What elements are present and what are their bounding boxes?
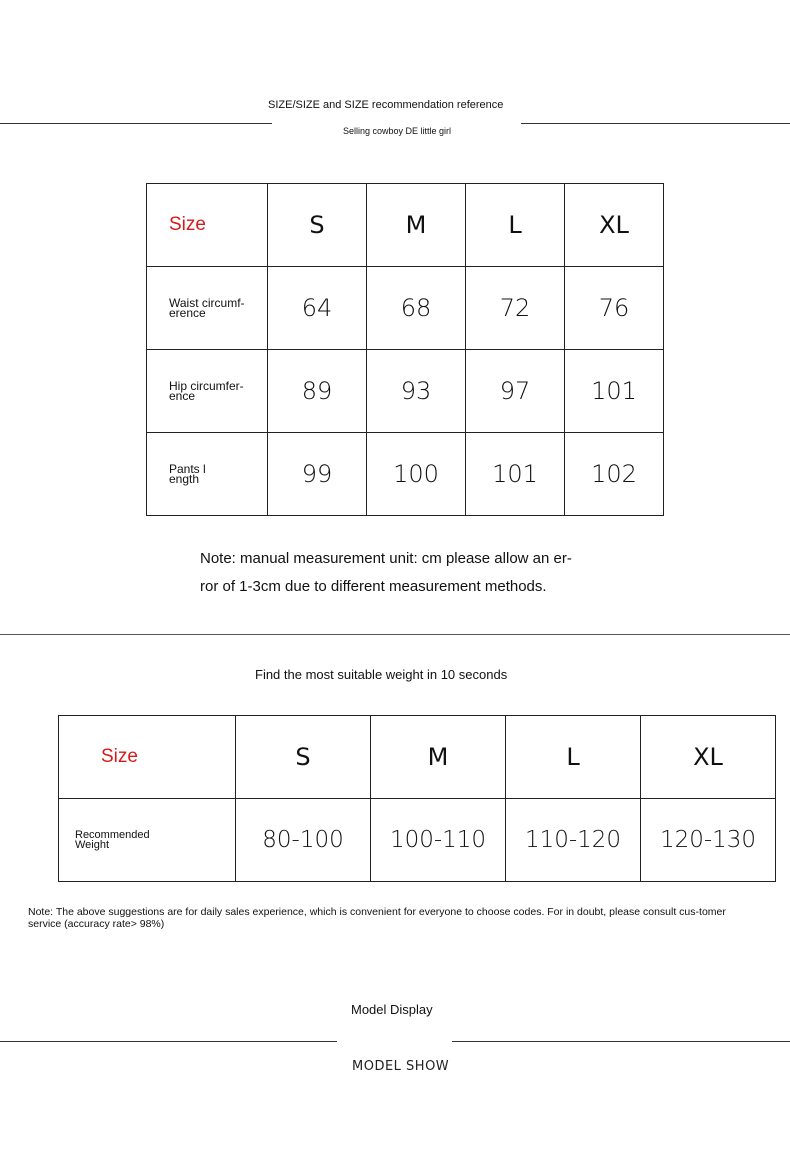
size-header-cell	[59, 716, 236, 799]
table-cell: 102	[565, 433, 664, 516]
header-rule-left	[0, 123, 272, 124]
table-cell: 97	[466, 350, 565, 433]
table-row	[147, 267, 664, 350]
table-header-row	[147, 184, 664, 267]
row-label-cell	[147, 350, 268, 433]
size-col-l: L	[466, 184, 565, 267]
model-rule-right	[452, 1041, 790, 1042]
row-label-waist: Waist circumf-erence	[169, 296, 245, 320]
table-cell: 100	[367, 433, 466, 516]
size-col-s: S	[236, 716, 371, 799]
table-cell: 80-100	[236, 799, 371, 882]
table-row	[59, 799, 776, 882]
section-divider	[0, 634, 790, 635]
size-header-label: Size	[169, 214, 206, 235]
size-header-label: Size	[101, 746, 138, 767]
table-row	[147, 350, 664, 433]
model-rule-left	[0, 1041, 337, 1042]
model-section-subtitle: MODEL SHOW	[352, 1059, 450, 1074]
page-subtitle: Selling cowboy DE little girl	[343, 126, 452, 136]
header-rule-right	[521, 123, 790, 124]
table-cell: 120-130	[641, 799, 776, 882]
size-col-xl: XL	[565, 184, 664, 267]
table-cell: 110-120	[506, 799, 641, 882]
size-col-xl: XL	[641, 716, 776, 799]
size-measurement-table	[146, 183, 664, 516]
weight-table	[58, 715, 776, 882]
size-col-m: M	[371, 716, 506, 799]
size-header-cell	[147, 184, 268, 267]
table-cell: 89	[268, 350, 367, 433]
table-cell: 100-110	[371, 799, 506, 882]
weight-note: Note: The above suggestions are for daily sales experience, which is convenient for everyone to choose codes. For in doubt, please consult cus-tomer service (accuracy rate> 98%)	[28, 906, 726, 930]
table-row	[147, 433, 664, 516]
table-header-row	[59, 716, 776, 799]
row-label-pants-length: Pants length	[169, 462, 206, 486]
table-cell: 99	[268, 433, 367, 516]
table-cell: 93	[367, 350, 466, 433]
row-label-cell	[147, 267, 268, 350]
size-col-l: L	[506, 716, 641, 799]
row-label-weight: Recommended Weight	[75, 829, 150, 851]
row-label-cell	[59, 799, 236, 882]
table-cell: 76	[565, 267, 664, 350]
table-cell: 101	[565, 350, 664, 433]
page-title: SIZE/SIZE and SIZE recommendation reference	[268, 99, 504, 111]
size-col-s: S	[268, 184, 367, 267]
row-label-cell	[147, 433, 268, 516]
weight-section-title: Find the most suitable weight in 10 seconds	[255, 667, 508, 682]
model-section-title: Model Display	[351, 1002, 433, 1017]
row-label-hip: Hip circumfer-ence	[169, 379, 244, 403]
table-cell: 64	[268, 267, 367, 350]
table-cell: 72	[466, 267, 565, 350]
measurement-note: Note: manual measurement unit: cm please allow an er-ror of 1-3cm due to different measurement methods.	[200, 550, 572, 595]
size-col-m: M	[367, 184, 466, 267]
table-cell: 101	[466, 433, 565, 516]
table-cell: 68	[367, 267, 466, 350]
